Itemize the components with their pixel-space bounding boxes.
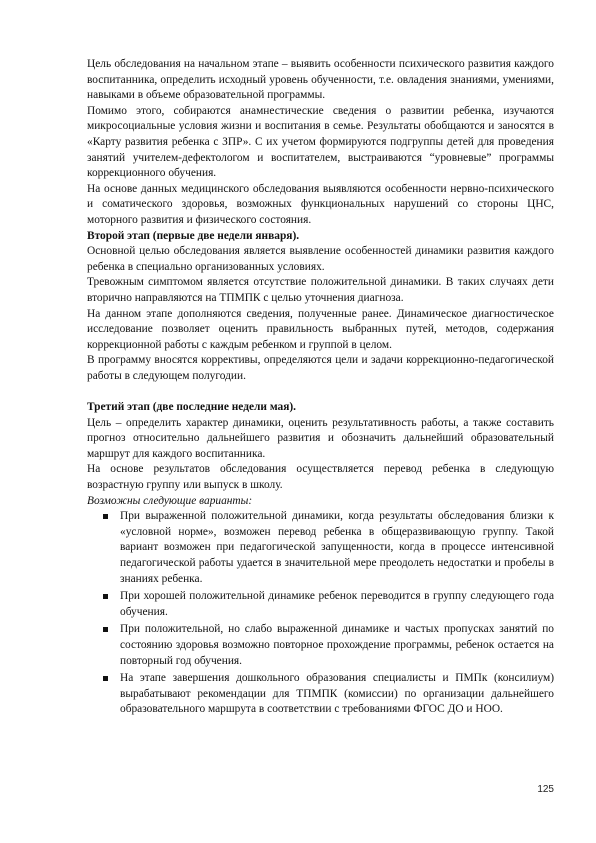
list-item-text: На этапе завершения дошкольного образования специалисты и ПМПк (консилиум) вырабатывают рекомендации для ТПМПК (комиссии) по организации дальнейшего образовательного маршрута в соответствии с требованиями ФГОС ДО и НОО.: [120, 672, 554, 716]
stage2-heading: Второй этап (первые две недели января).: [87, 229, 300, 242]
list-item: [87, 622, 554, 669]
list-item-text: При положительной, но слабо выраженной динамике и частых пропусках занятий по состоянию здоровья возможно повторное прохождение программы, ребенок остается на повторный год обучения.: [120, 623, 554, 667]
paragraph: Помимо этого, собираются анамнестические сведения о развитии ребенка, изучаются микросоциальные условия жизни и воспитания в семье. Результаты обобщаются и заносятся в «Карту развития ребенка с ЗПР». С их учетом формируются подгруппы детей для проведения занятий учителем-дефектологом и воспитателем, выстраиваются “уровневые” программы коррекционного обучения.: [87, 104, 554, 180]
document-body: [87, 57, 554, 720]
list-item-text: При хорошей положительной динамике ребенок переводится в группу следующего года обучения.: [120, 590, 554, 618]
page-number: 125: [537, 784, 554, 795]
list-item: [87, 509, 554, 587]
paragraph: Цель – определить характер динамики, оценить результативность работы, а также составить прогноз относительно дальнейшего развития и обозначить дальнейший образовательный маршрут для каждого воспитанника.: [87, 416, 554, 460]
stage3-heading: Третий этап (две последние недели мая).: [87, 401, 297, 414]
square-bullet-icon: [103, 514, 108, 519]
paragraph: Тревожным симптомом является отсутствие положительной динамики. В таких случаях дети вторично направляются на ТПМПК с целью уточнения диагноза.: [87, 276, 554, 304]
paragraph: В программу вносятся коррективы, определяются цели и задачи коррекционно-педагогической работы в следующем полугодии.: [87, 354, 554, 382]
list-item-text: При выраженной положительной динамики, когда результаты обследования близки к «условной норме», возможен перевод ребенка в общеразвивающую группу. Такой вариант возможен при педагогической запущенности, когда в процессе интенсивной педагогической работы удается в значительной мере преодолеть недостатки и пробелы в знаниях ребенка.: [120, 510, 554, 585]
square-bullet-icon: [103, 676, 108, 681]
square-bullet-icon: [103, 594, 108, 599]
list-item: [87, 589, 554, 620]
variants-list: [87, 509, 554, 718]
paragraph: На основе результатов обследования осуществляется перевод ребенка в следующую возрастную группу или выпуск в школу.: [87, 463, 554, 492]
variants-heading: Возможны следующие варианты:: [87, 494, 253, 507]
paragraph: На данном этапе дополняются сведения, полученные ранее. Динамическое диагностическое исследование позволяет оценить правильность выбранных путей, методов, содержания коррекционной работы с каждым ребенком и группой в целом.: [87, 307, 554, 351]
spacer: [87, 384, 554, 400]
square-bullet-icon: [103, 627, 108, 632]
paragraph: Основной целью обследования является выявление особенностей динамики развития каждого ребенка в специально организованных условиях.: [87, 245, 554, 273]
paragraph: Цель обследования на начальном этапе – выявить особенности психического развития каждого воспитанника, определить исходный уровень обученности, т.е. овладения знаниями, умениями, навыками в объеме образовательной программы.: [87, 58, 554, 102]
list-item: [87, 671, 554, 718]
paragraph: На основе данных медицинского обследования выявляются особенности нервно-психического и соматического здоровья, возможных функциональных нарушений со стороны ЦНС, моторного развития и физического состояния.: [87, 182, 554, 226]
